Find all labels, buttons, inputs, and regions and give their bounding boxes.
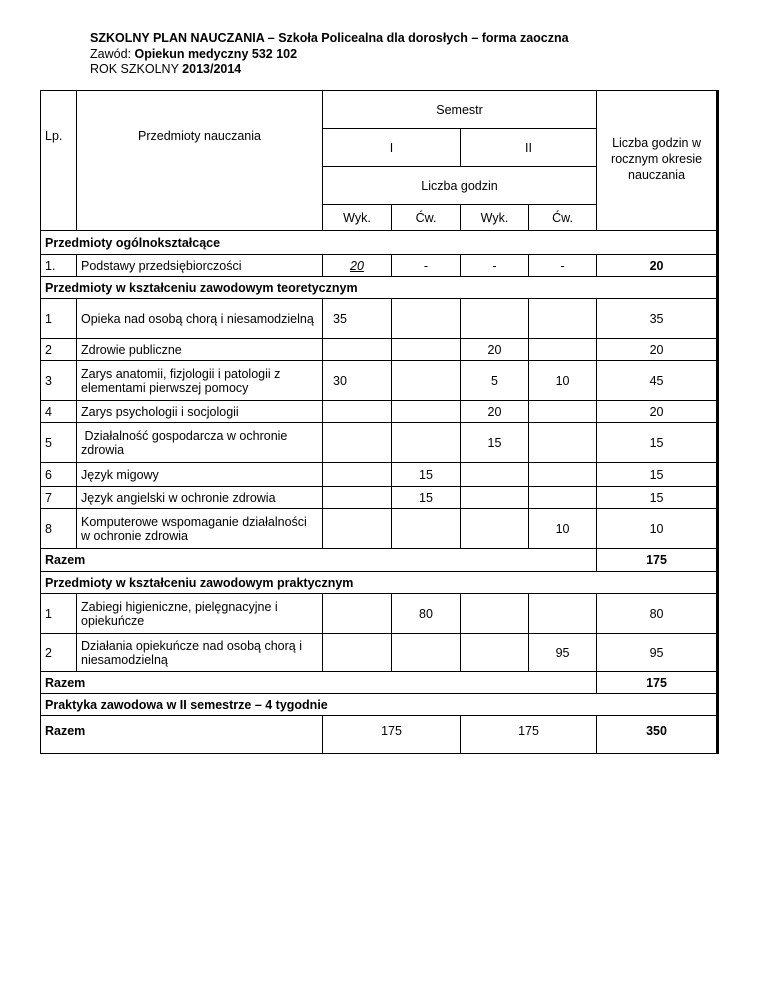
row-cw-2 — [529, 423, 597, 463]
row-wyk-1: 35 — [323, 299, 392, 339]
row-lp: 5 — [41, 423, 77, 463]
row-total: 20 — [597, 339, 718, 361]
row-cw-1 — [392, 634, 461, 672]
row-lp: 3 — [41, 361, 77, 401]
row-wyk-1: 20 — [323, 255, 392, 277]
theory-sum-row — [41, 549, 718, 572]
row-wyk-1 — [323, 423, 392, 463]
table-row — [41, 361, 718, 401]
row-subject: Zarys psychologii i socjologii — [77, 401, 323, 423]
row-cw-2 — [529, 401, 597, 423]
row-wyk-1 — [323, 339, 392, 361]
practice-sum-value: 175 — [597, 672, 718, 694]
row-total: 10 — [597, 509, 718, 549]
row-lp: 1. — [41, 255, 77, 277]
curriculum-table — [40, 90, 719, 754]
row-wyk-2: - — [461, 255, 529, 277]
row-wyk-2 — [461, 594, 529, 634]
school-year-line: ROK SZKOLNY 2013/2014 — [90, 62, 242, 76]
table-row — [41, 463, 718, 487]
row-cw-1: 15 — [392, 463, 461, 487]
row-cw-2: 95 — [529, 634, 597, 672]
row-cw-2 — [529, 594, 597, 634]
row-lp: 7 — [41, 487, 77, 509]
row-total: 35 — [597, 299, 718, 339]
row-wyk-1 — [323, 487, 392, 509]
row-wyk-2 — [461, 487, 529, 509]
row-total: 15 — [597, 463, 718, 487]
header-annual-hours: Liczba godzin w rocznym okresie nauczania — [597, 91, 718, 231]
table-row — [41, 423, 718, 463]
row-wyk-2: 20 — [461, 401, 529, 423]
row-wyk-1: 30 — [323, 361, 392, 401]
row-cw-1: - — [392, 255, 461, 277]
row-lp: 4 — [41, 401, 77, 423]
row-cw-1: 15 — [392, 487, 461, 509]
internship-title: Praktyka zawodowa w II semestrze – 4 tygodnie — [41, 694, 718, 716]
header-cw-1: Ćw. — [392, 205, 461, 231]
table-row — [41, 594, 718, 634]
row-cw-1 — [392, 401, 461, 423]
row-cw-1 — [392, 509, 461, 549]
row-total: 20 — [597, 401, 718, 423]
plan-title: SZKOLNY PLAN NAUCZANIA – Szkoła Policealna dla dorosłych – forma zaoczna — [90, 31, 569, 45]
document-header — [90, 31, 569, 78]
row-wyk-1 — [323, 463, 392, 487]
row-wyk-2: 15 — [461, 423, 529, 463]
theory-sum-value: 175 — [597, 549, 718, 572]
grand-total-sem1: 175 — [323, 716, 461, 754]
header-hours: Liczba godzin — [323, 167, 597, 205]
row-subject: Język migowy — [77, 463, 323, 487]
row-cw-2: 10 — [529, 361, 597, 401]
section-general-title: Przedmioty ogólnokształcące — [41, 231, 718, 255]
practice-sum-row — [41, 672, 718, 694]
row-wyk-2: 5 — [461, 361, 529, 401]
row-total: 15 — [597, 487, 718, 509]
section-theory-title: Przedmioty w kształceniu zawodowym teoretycznym — [41, 277, 718, 299]
row-subject: Opieka nad osobą chorą i niesamodzielną — [77, 299, 323, 339]
row-total: 20 — [597, 255, 718, 277]
row-subject: Zarys anatomii, fizjologii i patologii z elementami pierwszej pomocy — [77, 361, 323, 401]
row-subject: Podstawy przedsiębiorczości — [77, 255, 323, 277]
row-cw-2 — [529, 339, 597, 361]
profession-line: Zawód: Opiekun medyczny 532 102 — [90, 46, 298, 61]
grand-total-sem2: 175 — [461, 716, 597, 754]
row-cw-1 — [392, 299, 461, 339]
row-cw-1 — [392, 339, 461, 361]
row-subject: Zdrowie publiczne — [77, 339, 323, 361]
row-cw-2: - — [529, 255, 597, 277]
row-wyk-2 — [461, 634, 529, 672]
table-row — [41, 509, 718, 549]
header-lp: Lp. — [41, 91, 77, 231]
row-subject: Język angielski w ochronie zdrowia — [77, 487, 323, 509]
header-semester: Semestr — [323, 91, 597, 129]
row-cw-1: 80 — [392, 594, 461, 634]
row-lp: 8 — [41, 509, 77, 549]
row-wyk-2: 20 — [461, 339, 529, 361]
row-subject: Komputerowe wspomaganie działalności w ochronie zdrowia — [77, 509, 323, 549]
header-semester-1: I — [323, 129, 461, 167]
table-row — [41, 255, 718, 277]
row-total: 15 — [597, 423, 718, 463]
practice-sum-label: Razem — [41, 672, 597, 694]
row-lp: 1 — [41, 594, 77, 634]
row-cw-1 — [392, 423, 461, 463]
table-row — [41, 634, 718, 672]
row-lp: 2 — [41, 339, 77, 361]
row-wyk-1 — [323, 401, 392, 423]
row-wyk-2 — [461, 299, 529, 339]
section-practice-title: Przedmioty w kształceniu zawodowym praktycznym — [41, 572, 718, 594]
header-wyk-2: Wyk. — [461, 205, 529, 231]
header-cw-2: Ćw. — [529, 205, 597, 231]
table-row — [41, 487, 718, 509]
row-total: 45 — [597, 361, 718, 401]
header-wyk-1: Wyk. — [323, 205, 392, 231]
grand-total-row — [41, 716, 718, 754]
row-lp: 6 — [41, 463, 77, 487]
table-row — [41, 339, 718, 361]
grand-total-value: 350 — [597, 716, 718, 754]
row-wyk-2 — [461, 509, 529, 549]
row-lp: 2 — [41, 634, 77, 672]
row-cw-2 — [529, 487, 597, 509]
row-wyk-1 — [323, 509, 392, 549]
header-semester-2: II — [461, 129, 597, 167]
theory-sum-label: Razem — [41, 549, 597, 572]
table-row — [41, 401, 718, 423]
row-subject: Działania opiekuńcze nad osobą chorą i niesamodzielną — [77, 634, 323, 672]
row-wyk-1 — [323, 594, 392, 634]
row-wyk-1 — [323, 634, 392, 672]
table-row — [41, 299, 718, 339]
row-cw-2 — [529, 299, 597, 339]
row-total: 95 — [597, 634, 718, 672]
row-lp: 1 — [41, 299, 77, 339]
row-wyk-2 — [461, 463, 529, 487]
row-subject: Działalność gospodarcza w ochronie zdrowia — [77, 423, 323, 463]
grand-total-label: Razem — [41, 716, 323, 754]
row-total: 80 — [597, 594, 718, 634]
row-cw-1 — [392, 361, 461, 401]
header-subjects: Przedmioty nauczania — [77, 91, 323, 231]
row-subject: Zabiegi higieniczne, pielęgnacyjne i opiekuńcze — [77, 594, 323, 634]
row-cw-2: 10 — [529, 509, 597, 549]
row-cw-2 — [529, 463, 597, 487]
